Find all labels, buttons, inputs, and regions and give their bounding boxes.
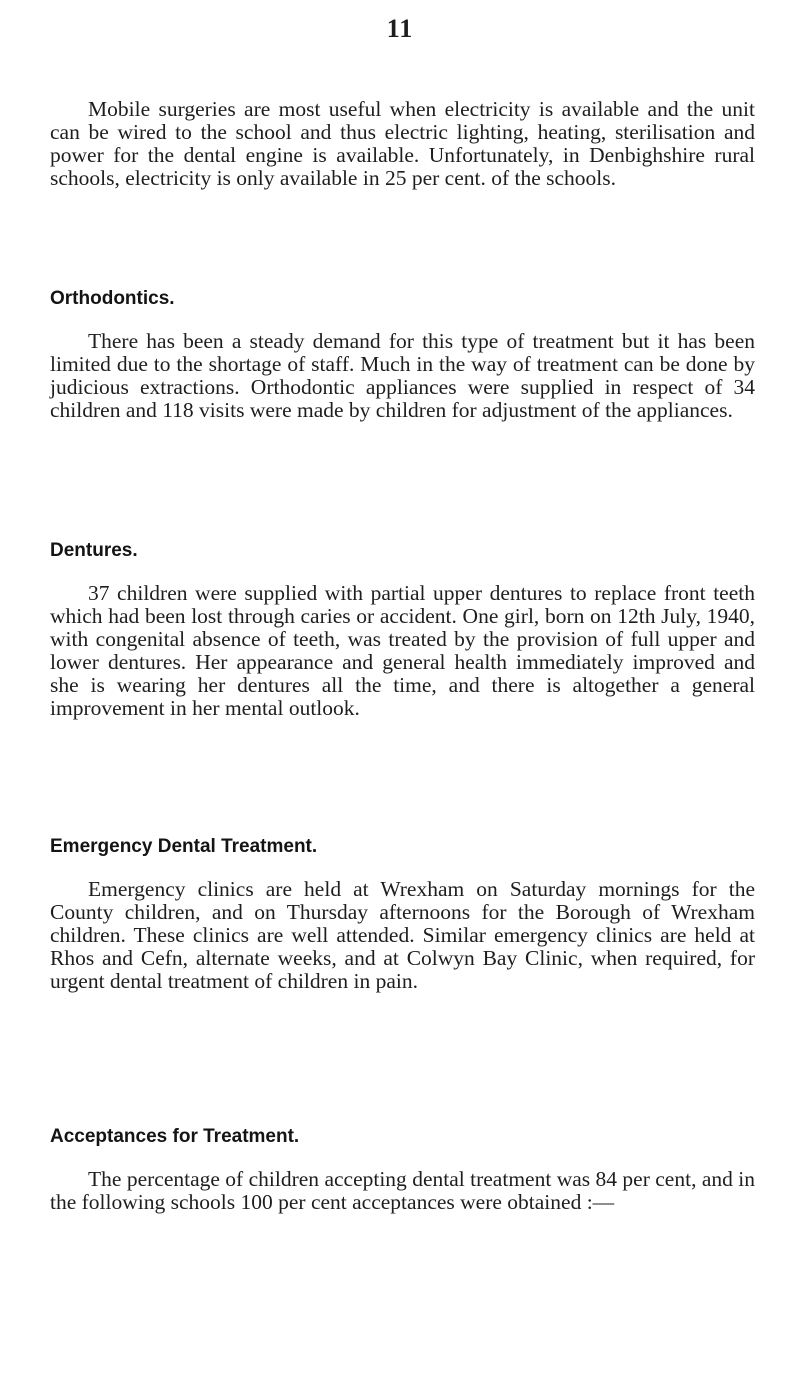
dentures-heading: Dentures.	[50, 540, 138, 561]
orthodontics-section	[50, 288, 755, 422]
acceptances-paragraph: The percentage of children accepting dental treatment was 84 per cent, and in the following schools 100 per cent acceptances were obtained :—	[50, 1167, 755, 1214]
orthodontics-paragraph: There has been a steady demand for this type of treatment but it has been limited due to the shortage of staff. Much in the way of treatment can be done by judicious extractions. Orthodontic appliances were supplied in respect of 34 children and 118 visits were made by children for adjustment of the appliances.	[50, 329, 755, 422]
intro-section	[50, 98, 755, 190]
page-number: 11	[386, 14, 414, 43]
acceptances-section	[50, 1126, 755, 1214]
emergency-section	[50, 836, 755, 993]
emergency-heading: Emergency Dental Treatment.	[50, 836, 318, 857]
emergency-paragraph: Emergency clinics are held at Wrexham on Saturday mornings for the County children, and on Thursday afternoons for the Borough of Wrexham children. These clinics are well attended. Similar emergency clinics are held at Rhos and Cefn, alternate weeks, and at Colwyn Bay Clinic, when required, for urgent dental treatment of children in pain.	[50, 877, 755, 993]
acceptances-heading: Acceptances for Treatment.	[50, 1126, 300, 1147]
intro-paragraph: Mobile surgeries are most useful when electricity is available and the unit can be wired to the school and thus electric lighting, heating, sterilisation and power for the dental engine is available. Unfortunately, in Denbighshire rural schools, electricity is only available in 25 per cent. of the schools.	[50, 97, 755, 190]
dentures-paragraph: 37 children were supplied with partial upper dentures to replace front teeth which had been lost through caries or accident. One girl, born on 12th July, 1940, with congenital absence of teeth, was treated by the provision of full upper and lower dentures. Her appearance and general health immediately improved and she is wearing her dentures all the time, and there is altogether a general improvement in her mental outlook.	[50, 581, 755, 720]
dentures-section	[50, 540, 755, 720]
orthodontics-heading: Orthodontics.	[50, 288, 175, 309]
